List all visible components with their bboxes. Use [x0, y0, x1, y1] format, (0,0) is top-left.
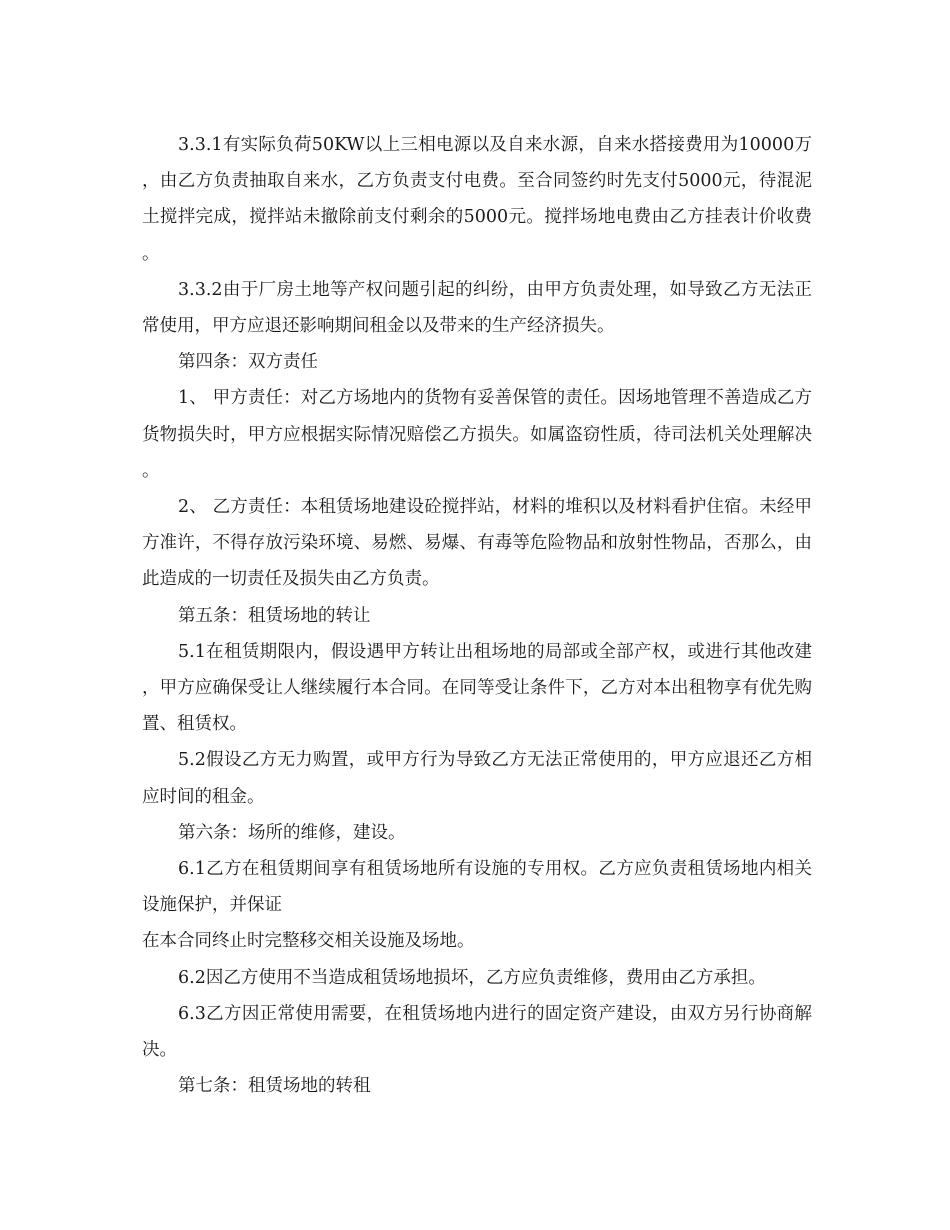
clause-3-3-1: 3.3.1有实际负荷50KW以上三相电源以及自来水源，自来水搭接费用为10000万，由乙方负责抽取自来水，乙方负责支付电费。至合同签约时先支付5000元，待混泥土搅拌完成，搅拌站未撤除前支付剩余的5000元。搅拌场地电费由乙方挂表计价收费。 — [142, 135, 812, 264]
article-5-heading: 第五条：租赁场地的转让 — [178, 605, 371, 626]
article-4-heading: 第四条：双方责任 — [178, 352, 318, 373]
article-7-heading: 第七条：租赁场地的转租 — [178, 1076, 371, 1097]
clause-3-3-2: 3.3.2由于厂房土地等产权问题引起的纠纷，由甲方负责处理，如导致乙方无法正常使用，甲方应退还影响期间租金以及带来的生产经济损失。 — [142, 279, 812, 337]
clause-4-2: 2、 乙方责任：本租赁场地建设砼搅拌站，材料的堆积以及材料看护住宿。未经甲方准许，不得存放污染环境、易燃、易爆、有毒等危险物品和放射性物品，否那么，由此造成的一切责任及损失由乙方负责。 — [142, 497, 812, 590]
clause-5-1: 5.1在租赁期限内，假设遇甲方转让出租场地的局部或全部产权，或进行其他改建，甲方应确保受让人继续履行本合同。在同等受让条件下，乙方对本出租物享有优先购置、租赁权。 — [142, 641, 812, 735]
clause-4-1: 1、 甲方责任：对乙方场地内的货物有妥善保管的责任。因场地管理不善造成乙方货物损失时，甲方应根据实际情况赔偿乙方损失。如属盗窃性质，待司法机关处理解决。 — [142, 388, 812, 481]
clause-5-2: 5.2假设乙方无力购置，或甲方行为导致乙方无法正常使用的，甲方应退还乙方相应时间的租金。 — [142, 750, 812, 807]
clause-6-2: 6.2因乙方使用不当造成租赁场地损坏，乙方应负责维修，费用由乙方承担。 — [178, 967, 766, 988]
clause-6-3: 6.3乙方因正常使用需要，在租赁场地内进行的固定资产建设，由双方另行协商解决。 — [142, 1003, 812, 1061]
clause-6-1: 6.1乙方在租赁期间享有租赁场地所有设施的专用权。乙方应负责租赁场地内相关设施保护，并保证 — [142, 859, 812, 916]
clause-6-1-continuation: 在本合同终止时完整移交相关设施及场地。 — [142, 931, 475, 952]
article-6-heading: 第六条：场所的维修，建设。 — [178, 822, 406, 843]
document-body — [142, 127, 812, 1104]
